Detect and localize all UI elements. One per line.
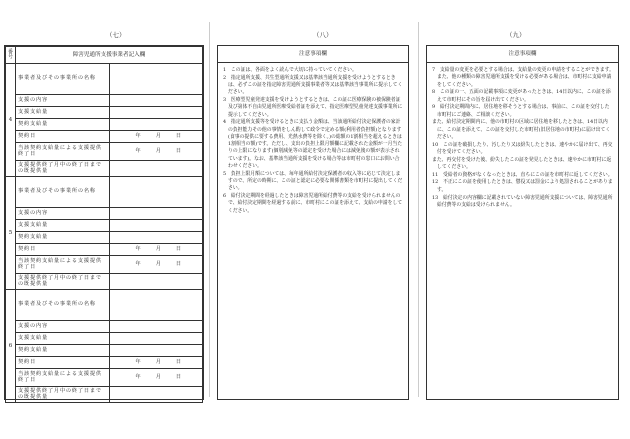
field-value-end-month-amount	[109, 161, 203, 177]
date-unit-m: 月	[155, 358, 161, 365]
date-unit-y: 年	[135, 373, 141, 380]
notes-panel-9	[426, 45, 619, 400]
field-value-end-date	[109, 143, 203, 161]
date-unit-d: 日	[175, 358, 182, 365]
date-unit-m: 月	[155, 245, 161, 252]
table-row	[6, 107, 203, 119]
field-value-end-month-amount	[109, 274, 203, 290]
field-label-content: 支援の内容	[16, 95, 110, 107]
note-item: また、給付決定期間内に、他の市町村の区域に居住地を移したときは、14日以内に、この証を添えて、この証を交付した市町村(旧居住地の市町村)に届け出てください。	[432, 119, 611, 140]
note-item: 2 指定通所支援、共生型通所支援又は基準該当通所支援を受けようとするときは、必ずこの証を指定障害児通所支援事業者等又は基準該当事業所に提示してください。	[223, 74, 403, 96]
field-value-amount	[109, 107, 203, 119]
page-number-8: （八）	[313, 31, 333, 39]
field-value-amount	[109, 333, 203, 345]
provider-entry-panel	[4, 45, 204, 400]
note-item: 3 医療型児童発達支援を受けようとするときは、この証に医療保険の被保険者証及び第体不自由児通所医療受給者証を添えて、指定医療型児童発達支援事業所に提示してください。	[223, 97, 403, 118]
field-label-end-month-amount: 支援提供終了月中の終了日までの既提供量	[16, 387, 110, 403]
field-label-provider: 事業者及びその事業所の名称	[16, 177, 110, 208]
note-item: 8 この証の一、五面の記載事項に変更があったときは、14日以内に、この証を添えて市町村にその旨を届け出てください。	[432, 89, 611, 103]
field-value-end-month-amount	[109, 387, 203, 403]
notes-title: 注意事項欄	[427, 46, 618, 63]
date-unit-d: 日	[175, 260, 182, 267]
date-unit-y: 年	[135, 147, 141, 154]
field-label-end-date: 当該契約支給量による支援提供終了日	[16, 143, 110, 161]
table-row	[6, 274, 203, 290]
date-unit-y: 年	[135, 358, 141, 365]
note-item: 1 この証は、各面をよく読んで大切に持っていてください。	[223, 67, 357, 73]
field-label-contract-date: 契約日	[16, 244, 110, 256]
date-unit-d: 日	[175, 245, 182, 252]
fold-line	[209, 22, 210, 397]
note-item: 9 給付決定期間内に、居住地を移そうとする場合は、事前に、この証を交付した市町村にご連絡、ご相談ください。	[432, 104, 610, 118]
group-number: 6	[6, 290, 16, 403]
field-value-contract-amount	[109, 119, 203, 131]
note-item: 11 受給者の資格がなくなったときは、直ちにこの証を市町村に返してください。	[432, 171, 613, 178]
field-label-contract-amount: 契約支給量	[16, 345, 110, 357]
table-row	[6, 64, 203, 95]
date-unit-d: 日	[175, 132, 182, 139]
field-label-content: 支援の内容	[16, 208, 110, 220]
table-row	[6, 369, 203, 387]
field-value-contract-date	[109, 244, 203, 256]
field-label-end-month-amount: 支援提供終了月中の終了日までの既提供量	[16, 274, 110, 290]
note-item: また、再交付を受けた後、紛失したこの証を発見したときは、速やかに市町村に返してください。	[432, 156, 612, 170]
table-row	[6, 232, 203, 244]
field-value-content	[109, 95, 203, 107]
provider-entry-title: 障害児通所支援事業者記入欄	[16, 47, 203, 64]
table-row	[6, 220, 203, 232]
date-unit-d: 日	[175, 147, 182, 154]
field-value-provider	[109, 290, 203, 321]
field-value-content	[109, 321, 203, 333]
table-row	[6, 244, 203, 256]
date-unit-m: 月	[155, 260, 161, 267]
table-row	[6, 290, 203, 321]
note-item: 6 給付決定期間を経過したときは障害児通所給付費等の支給を受けられませんので、給付決定期間を経過する前に、市町村にこの証を添えて、支給の申請をしてください。	[223, 193, 403, 214]
note-item: 13 給付決定の内容欄に記載されていない障害児通所支援については、障害児通所給付費等の支給は受けられません。	[432, 194, 613, 208]
field-label-contract-date: 契約日	[16, 357, 110, 369]
field-label-end-date: 当該契約支給量による支援提供終了日	[16, 256, 110, 274]
field-label-amount: 支援支給量	[16, 220, 110, 232]
field-label-end-date: 当該契約支給量による支援提供終了日	[16, 369, 110, 387]
field-value-contract-date	[109, 357, 203, 369]
notes-panel-8	[217, 45, 409, 400]
field-label-contract-amount: 契約支給量	[16, 119, 110, 131]
table-row	[6, 131, 203, 143]
field-label-end-month-amount: 支援提供終了月中の終了日までの既提供量	[16, 161, 110, 177]
table-row	[6, 256, 203, 274]
field-label-contract-amount: 契約支給量	[16, 232, 110, 244]
field-label-provider: 事業者及びその事業所の名称	[16, 290, 110, 321]
date-unit-d: 日	[175, 373, 182, 380]
field-value-end-date	[109, 369, 203, 387]
notes-text	[427, 63, 618, 209]
field-label-provider: 事業者及びその事業所の名称	[16, 64, 110, 95]
table-row	[6, 321, 203, 333]
notes-title: 注意事項欄	[218, 46, 408, 63]
date-unit-m: 月	[155, 132, 161, 139]
note-item: 12 不正にこの証を使用したときは、懲役又は罰金により処罰されることがあります。	[432, 179, 613, 193]
date-unit-y: 年	[135, 132, 141, 139]
note-item: 10 この証を破損したり、汚したり又は紛失したときは、速やかに届け出て、再交付を受けてください。	[432, 141, 613, 155]
table-row	[6, 345, 203, 357]
date-unit-m: 月	[155, 373, 161, 380]
table-row	[6, 333, 203, 345]
note-item: 7 支給量の変更を必要とする場合は、支給量の変更の申請をすることができます。また、他の種類の障害児通所支援を受ける必要がある場合は、市町村に支給申請をしてください。	[432, 67, 614, 88]
field-value-contract-amount	[109, 345, 203, 357]
table-row	[6, 95, 203, 107]
group-number: 5	[6, 177, 16, 290]
field-label-content: 支援の内容	[16, 321, 110, 333]
header-number: 番号	[6, 47, 16, 64]
provider-entry-table	[5, 46, 203, 403]
page-number-7: （七）	[106, 31, 126, 39]
date-unit-y: 年	[135, 260, 141, 267]
table-row	[6, 119, 203, 131]
note-item: 4 指定通所支援等を受けるときに支払う金額は、当該通所給付決定保護者の家計の負担能力その他の事情をしん酌して政令で定める額(利用者負担額)となります(食事の提供に要する費用、光熱水費等を除く。)の総額の1割相当を超えるときは1割相当の額)です。ただし、支出の負担上限月額欄に記載された金額が一月当たりの上限になります(個別減免等の認定を受けた場合には減免後の額が表示されています)。なお、基準該当通所支援を受ける場合等は市町村の窓口にお問い合わせください。	[223, 119, 403, 169]
group-number: 4	[6, 64, 16, 177]
table-row	[6, 161, 203, 177]
field-value-contract-date	[109, 131, 203, 143]
field-value-content	[109, 208, 203, 220]
table-row	[6, 387, 203, 403]
notes-text	[218, 63, 408, 215]
field-value-end-date	[109, 256, 203, 274]
field-value-amount	[109, 220, 203, 232]
date-unit-m: 月	[155, 147, 161, 154]
field-value-provider	[109, 64, 203, 95]
table-header-row	[6, 47, 203, 64]
table-row	[6, 177, 203, 208]
field-label-contract-date: 契約日	[16, 131, 110, 143]
field-value-provider	[109, 177, 203, 208]
fold-line	[418, 22, 419, 397]
date-unit-y: 年	[135, 245, 141, 252]
field-label-amount: 支援支給量	[16, 107, 110, 119]
table-row	[6, 143, 203, 161]
table-row	[6, 357, 203, 369]
page-number-9: （九）	[506, 31, 526, 39]
table-row	[6, 208, 203, 220]
field-label-amount: 支援支給量	[16, 333, 110, 345]
field-value-contract-amount	[109, 232, 203, 244]
note-item: 5 負担上限月額については、毎年通所給付決定保護者の収入等に応じて決定しますので、所定の時期に、この証と認定に必要な関係書類を市町村に提出してください。	[223, 170, 403, 192]
